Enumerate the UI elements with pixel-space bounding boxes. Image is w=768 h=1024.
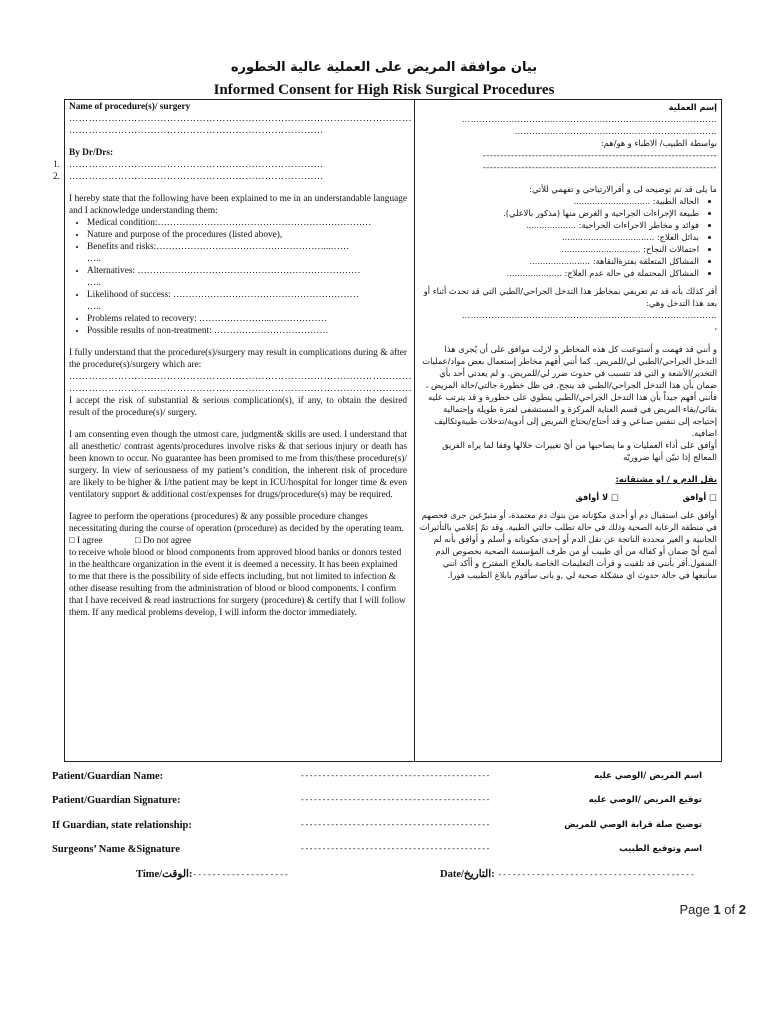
risk-line-ar-2: ، <box>714 322 717 332</box>
consent-table <box>53 99 722 762</box>
list-item-ar-alternatives: • بدائل العلاج: ................................... <box>419 231 699 243</box>
list-item-ar-medical: • الحالة الطبية: ............................. <box>419 195 699 207</box>
agree-perform-text: Iagree to perform the operations (procedures) & any possible procedure changes necessitating during the course of operation (procedure) as decided by the operating team. <box>69 512 404 534</box>
accept-risk-text: I accept the risk of substantial & serious complication(s), if any, to obtain the desired result of the procedure(s)/ surgery. <box>69 396 407 418</box>
signature-row-surgeon <box>52 844 752 864</box>
transfusion-text: to receive whole blood or blood components from approved blood banks or donors tested in the healthcare organization in the event it is deemed a necessity. It has been explained to me that there is the possibility of side effects including, but not limited to infection & other disease resulting from the administration of blood or blood components. I confirm that I have received & read instructions for surgery (procedure) & certify that I will follow them. If any medical problems develop, I will inform the doctor immediately. <box>69 548 406 618</box>
patient-signature-label: Patient/Guardian Signature: <box>52 795 181 806</box>
doctor-number-1: 1. <box>53 160 60 170</box>
list-item-alternatives: • Alternatives: ……………………………………………………………… ….. <box>87 265 407 289</box>
agree-checkbox-ar[interactable]: □ أوافق <box>682 492 717 502</box>
arabic-column <box>419 101 717 581</box>
doctor-row-2 <box>53 171 407 183</box>
procedure-line-1[interactable]: …………………………………………………………………………………………… <box>69 114 412 124</box>
statement-text: I hereby state that the following have been explained to me in an understandable language and I acknowledge understanding them: <box>69 194 407 216</box>
relationship-label: If Guardian, state relationship: <box>52 820 192 831</box>
column-divider <box>414 100 415 761</box>
doctor-line-ar-2[interactable]: ------------------------------------------------------------------- <box>482 162 717 172</box>
doctor-line-1[interactable]: …………………………………………………………………… <box>69 160 324 170</box>
total-pages: 2 <box>738 902 746 917</box>
doctors-label-ar: بواسطة الطبيب/ الاطباء و هو/هم: <box>601 138 717 148</box>
surgeon-field[interactable]: -------------------------------------------- <box>300 844 490 853</box>
signature-row-relationship <box>52 820 752 840</box>
patient-signature-field[interactable]: -------------------------------------------- <box>300 795 490 804</box>
not-agree-checkbox-ar[interactable]: □ لا أوافق <box>575 492 619 502</box>
list-item-ar-nature: • طبيعة الإجراءات الجراحية و الغرض منها (مذكور بالاعلي). <box>419 207 699 219</box>
risk-ack-text-ar: أقر كذلك بأنه قد تم تعريفي بمخاطر هذا التدخل الجراحي/الطبي التي قد تحدث أثناء أو بعد هذا التدخل وهي: <box>423 286 717 308</box>
transfusion-paragraph-ar: أوافق على استقبال دم أو أحدى مكوّناته من بنوك دم معتمدة، أو متبرّعين جرى فحصهم في منطقة الرعاية الصحية وذلك في حالة تطلب حالتي الطبية. وقد تمّ إعلامي بالتأثيرات الجانبية و الغير محددة الناتجة عن نقل الدم أو إحدى مكوناته و أسلم و أوافق بأنه لم أمنح أيّ ضمان أو كفالة من أي طبيب أو من طرف المؤسسة الصحية بخصوص الدم المنقول.أقر بأنني قد تلقيت و قرأت التعليمات الخاصة بالعلاج المقترح و أأكد انني سأتبعها في حالة حدوث اي مشكلة صحية لي ,و بانى سأقوم بابلاغ الطبيب فورا. <box>419 510 717 580</box>
not-agree-checkbox[interactable]: □ Do not agree <box>135 536 191 546</box>
patient-name-field[interactable]: -------------------------------------------- <box>300 771 490 780</box>
agree-options <box>69 535 407 547</box>
agree-checkbox[interactable]: □ I agree <box>69 536 103 546</box>
risk-line-ar-1[interactable]: …………………………………………………………………………… <box>461 310 717 320</box>
list-item-medical: • Medical condition:…………………………………………………………… <box>87 217 407 229</box>
agree-ops-text-ar: أوافق على أداء العمليات و ما يصاحبها من أيّ تغييرات خلالها وفقا لما يراه الفريق المعالج إذا تبيّن أنها ضروريّه <box>442 440 717 462</box>
procedure-line-ar-2[interactable]: …………………………………………………………… <box>514 126 717 136</box>
explained-list <box>69 217 407 337</box>
page-number: Page 1 of 2 <box>679 902 746 917</box>
patient-signature-label-ar: توقيع المريض /الوصي عليه <box>588 795 702 805</box>
complications-text: I fully understand that the procedure(s)/surgery may result in complications during & after the procedure(s)/surgery which are: <box>69 348 407 370</box>
time-field[interactable]: -------------------- <box>192 870 289 879</box>
list-item-non-treatment: • Possible results of non-treatment: ………………………………. <box>87 325 407 337</box>
doctor-line-ar-1[interactable]: ------------------------------------------------------------------- <box>482 150 717 160</box>
list-item-recovery: • Problems related to recovery: …………………...……………… <box>87 313 407 325</box>
surgeon-label-ar: اسم وتوقيع الطبيب <box>619 844 702 854</box>
doctor-line-2[interactable]: …………………………………………………………………… <box>69 172 324 182</box>
explained-text-ar: ما يلى قد تم توضيحه لى و أقرالارتياحي و تفهمي للأتي: <box>529 184 717 194</box>
doctor-row-1 <box>53 159 407 171</box>
list-item-success: • Likelihood of success: …………………………………………………… ….. <box>87 289 407 313</box>
relationship-label-ar: توضيح صلة قرابة الوصي للمريض <box>564 820 702 830</box>
complications-line-1[interactable]: …………………………………………………………………………………………… <box>69 372 412 382</box>
list-item-ar-benefits: • فوائد و مخاطر الاجراءات الجراحية: ................... <box>419 219 699 231</box>
english-column <box>53 101 412 619</box>
signature-row-patient-name <box>52 771 752 791</box>
title-arabic: بيان موافقة المريض على العملية عالية الخطوره <box>230 60 538 75</box>
signature-row-patient-signature <box>52 795 752 815</box>
long-paragraph-ar: و أنني قد فهمت و أستوعبت كل هذه المخاطر و لازلت موافق على أن يُجرى هذا التدخل الجراحي/الطبي لي/للمريض. كما أنني أفهم مخاطر إستعمال بعض مواد/عمليات التخدير/الأشعة و التي قد تتسبب في حدوث ضرر لي/للمريض. و لم يعدني أحد بأي ضمان بأن هذا التدخل الجراحي/الطبي قد ينجح. في ظل خطورة حالتي/حالة المريض ، فأنني أفهم جيداً بأن هذا التدخل الجراحي/الطبي ينطوي على خطورة و قد يترتب عليه بقائي/بقاء المريض في قسم العناية المركزة و المستشفى لفترة طويلة وإحتمالية إحتياجه إلى تنفس صناعي و قد أحتاج/يحتاج المريض إلى أدوية/تدخلات طبيةوتكاليف اضافية. <box>422 344 717 438</box>
patient-name-label: Patient/Guardian Name: <box>52 771 164 782</box>
complications-line-2[interactable]: …………………………………………………………………………………………… <box>69 384 412 394</box>
date-field[interactable]: ----------------------------------------- <box>497 870 695 879</box>
date-label: Date/التاريخ: <box>440 869 495 880</box>
procedure-line-2[interactable]: …………………………………………………………………… <box>69 126 324 136</box>
time-field-row <box>136 868 289 880</box>
procedure-line-ar-1[interactable]: …………………………………………………………………………… <box>461 114 717 124</box>
list-item-nature: • Nature and purpose of the procedures (listed above), <box>87 229 407 241</box>
list-item-ar-recovery: • المشاكل المتعلقة بفترةالنقاهة: ....................... <box>419 255 699 267</box>
procedure-label-ar: إسم العملية <box>668 102 717 112</box>
procedure-label: Name of procedure(s)/ surgery <box>69 102 191 112</box>
agree-options-ar <box>419 491 717 503</box>
list-item-ar-success: • احتمالات النجاح: .............................. <box>419 243 699 255</box>
transfusion-heading-ar: نقل الدم و / او مشتقاته: <box>615 474 717 484</box>
explained-list-ar <box>419 195 717 279</box>
doctor-number-2: 2. <box>53 172 60 182</box>
patient-name-label-ar: اسم المريض /الوصي عليه <box>594 771 702 781</box>
time-label: Time/الوقت: <box>136 869 193 880</box>
consenting-text: I am consenting even though the utmost care, judgment& skills are used. I understand that all anesthetic/ contrast agents/procedures involve risks & that serious injury or death has been known to occur. No guarantee has been promised to me from this/these procedure(s)/ surgery. In view of seriousness of my patient’s condition, the inherent risk of procedure are likely to be higher & I/the patient may be kept in ICU/hospital for longer time & even ventilatory support & additional cost/expenses for drugs/procedure(s) may be required. <box>69 430 407 500</box>
list-item-ar-non-treatment: • المشاكل المحتملة في حالة عدم العلاج: ..................... <box>419 267 699 279</box>
date-field-row <box>440 868 695 880</box>
relationship-field[interactable]: -------------------------------------------- <box>300 820 490 829</box>
current-page: 1 <box>713 902 721 917</box>
list-item-benefits: • Benefits and risks:………………………………………………...…… ….. <box>87 241 407 265</box>
title-english: Informed Consent for High Risk Surgical Procedures <box>213 82 555 98</box>
doctors-label: By Dr/Drs: <box>69 148 114 158</box>
surgeon-label: Surgeons’ Name &Signature <box>52 844 180 855</box>
